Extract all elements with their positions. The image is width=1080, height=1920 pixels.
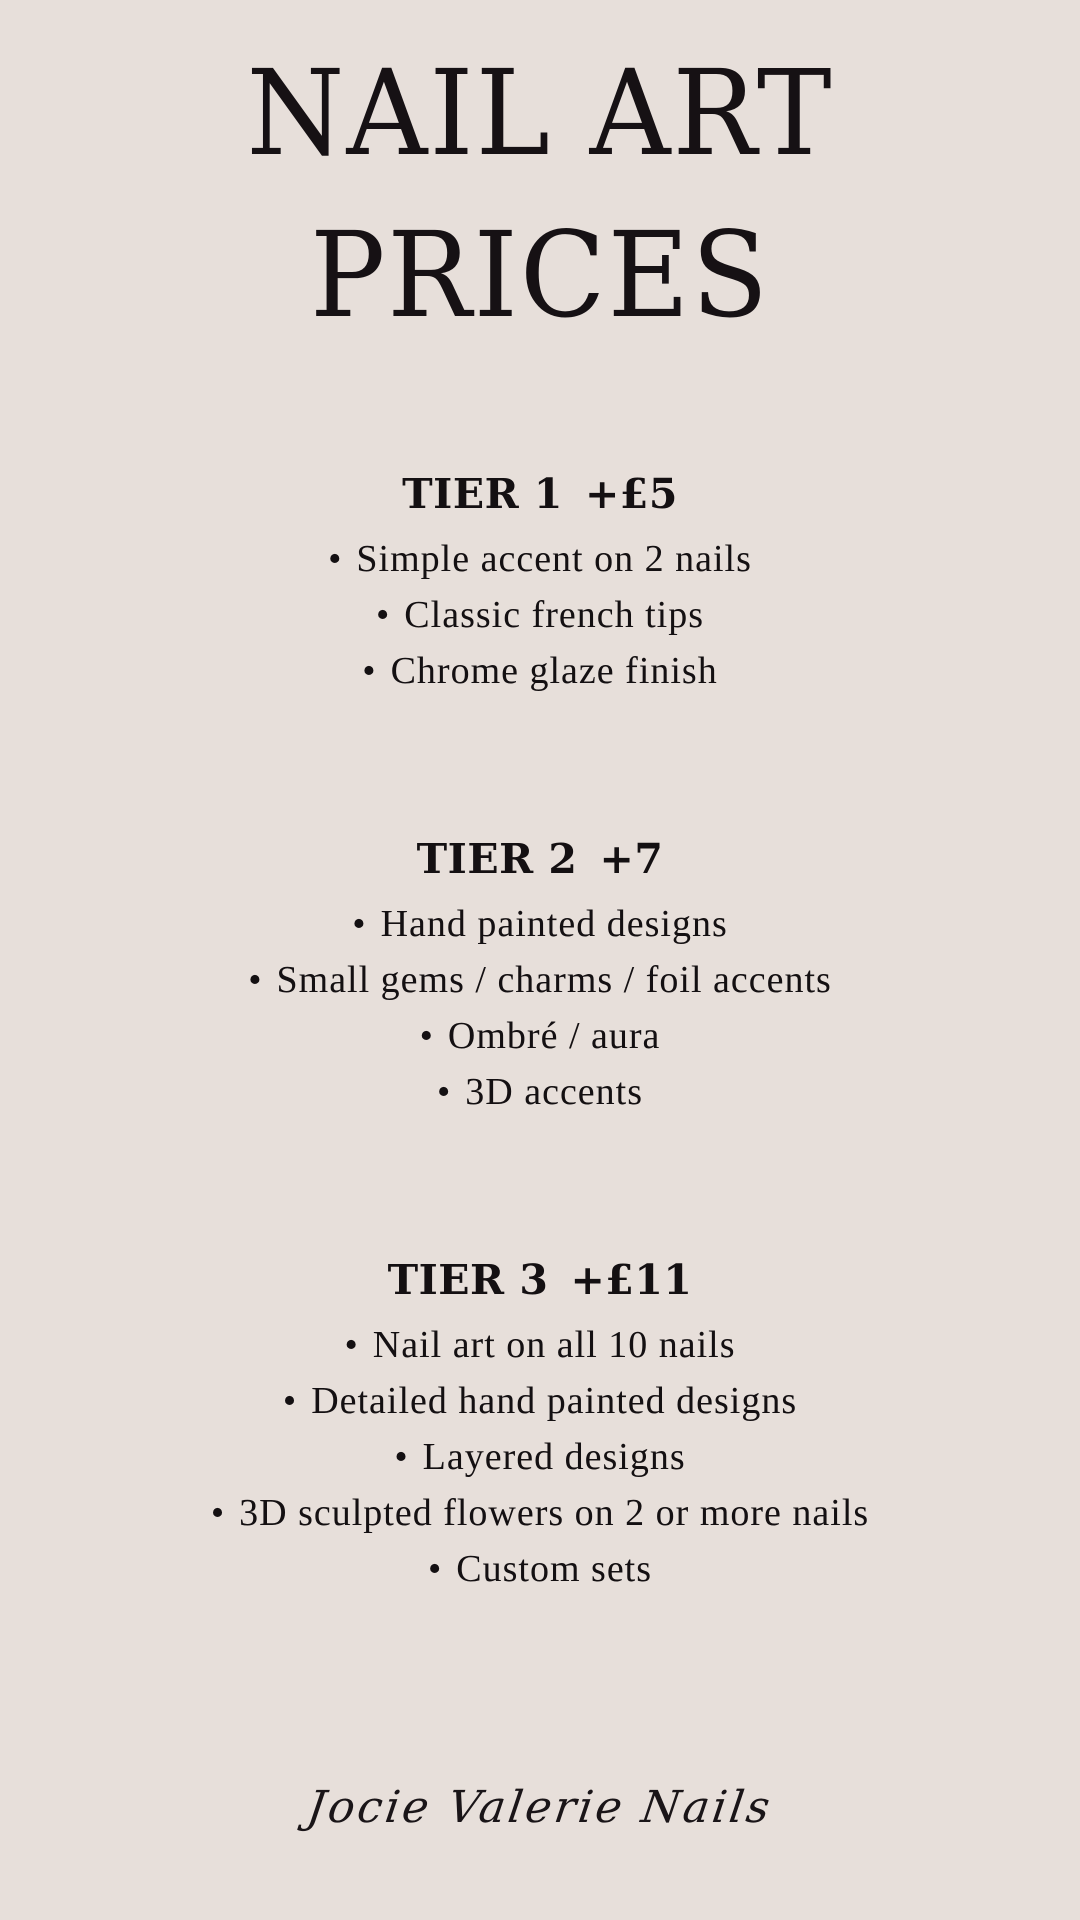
list-item <box>0 643 1080 699</box>
list-item <box>0 1373 1080 1429</box>
list-item <box>0 896 1080 952</box>
tier-3-heading <box>0 1256 1080 1304</box>
tier-2-list <box>0 896 1080 1120</box>
tier-1-price: +£5 <box>584 470 678 518</box>
list-item-text: Ombré / aura <box>447 1015 661 1057</box>
tier-2-section <box>0 835 1080 1120</box>
list-item-text: 3D sculpted flowers on 2 or more nails <box>239 1492 870 1534</box>
tier-3-name: TIER 3 <box>387 1256 549 1304</box>
tier-2-heading <box>0 835 1080 883</box>
list-item <box>0 1008 1080 1064</box>
list-item-text: Nail art on all 10 nails <box>372 1324 736 1366</box>
bullet-icon: • <box>436 1071 452 1113</box>
tier-1-heading <box>0 470 1080 518</box>
bullet-icon: • <box>427 1548 443 1590</box>
list-item <box>0 1064 1080 1120</box>
list-item-text: Layered designs <box>422 1436 686 1478</box>
list-item-text: Simple accent on 2 nails <box>356 538 752 580</box>
list-item <box>0 587 1080 643</box>
list-item <box>0 1485 1080 1541</box>
list-item-text: Classic french tips <box>404 594 705 636</box>
list-item <box>0 1429 1080 1485</box>
tier-1-section <box>0 470 1080 699</box>
brand-signature: Jocie Valerie Nails <box>304 1782 776 1833</box>
bullet-icon: • <box>210 1492 226 1534</box>
list-item-text: 3D accents <box>465 1071 644 1113</box>
list-item-text: Chrome glaze finish <box>390 650 718 692</box>
list-item <box>0 1317 1080 1373</box>
list-item-text: Detailed hand painted designs <box>311 1380 798 1422</box>
bullet-icon: • <box>282 1380 298 1422</box>
list-item-text: Small gems / charms / foil accents <box>276 959 832 1001</box>
list-item-text: Custom sets <box>456 1548 653 1590</box>
bullet-icon: • <box>362 650 377 692</box>
bullet-icon: • <box>394 1436 409 1478</box>
list-item <box>0 1541 1080 1597</box>
bullet-icon: • <box>344 1324 359 1366</box>
bullet-icon: • <box>328 538 343 580</box>
list-item <box>0 531 1080 587</box>
page-title-line-2: PRICES <box>309 207 771 345</box>
list-item <box>0 952 1080 1008</box>
tier-1-name: TIER 1 <box>402 470 563 518</box>
tier-2-name: TIER 2 <box>416 835 578 883</box>
tier-3-price: +£11 <box>570 1256 693 1304</box>
page-title-line-1: NAIL ART <box>246 45 834 183</box>
bullet-icon: • <box>352 903 367 945</box>
list-item-text: Hand painted designs <box>380 903 728 945</box>
bullet-icon: • <box>248 959 263 1001</box>
tier-1-list <box>0 531 1080 699</box>
bullet-icon: • <box>419 1015 434 1057</box>
tier-3-section <box>0 1256 1080 1597</box>
tier-2-price: +7 <box>599 835 664 883</box>
tier-3-list <box>0 1317 1080 1597</box>
bullet-icon: • <box>375 594 391 636</box>
